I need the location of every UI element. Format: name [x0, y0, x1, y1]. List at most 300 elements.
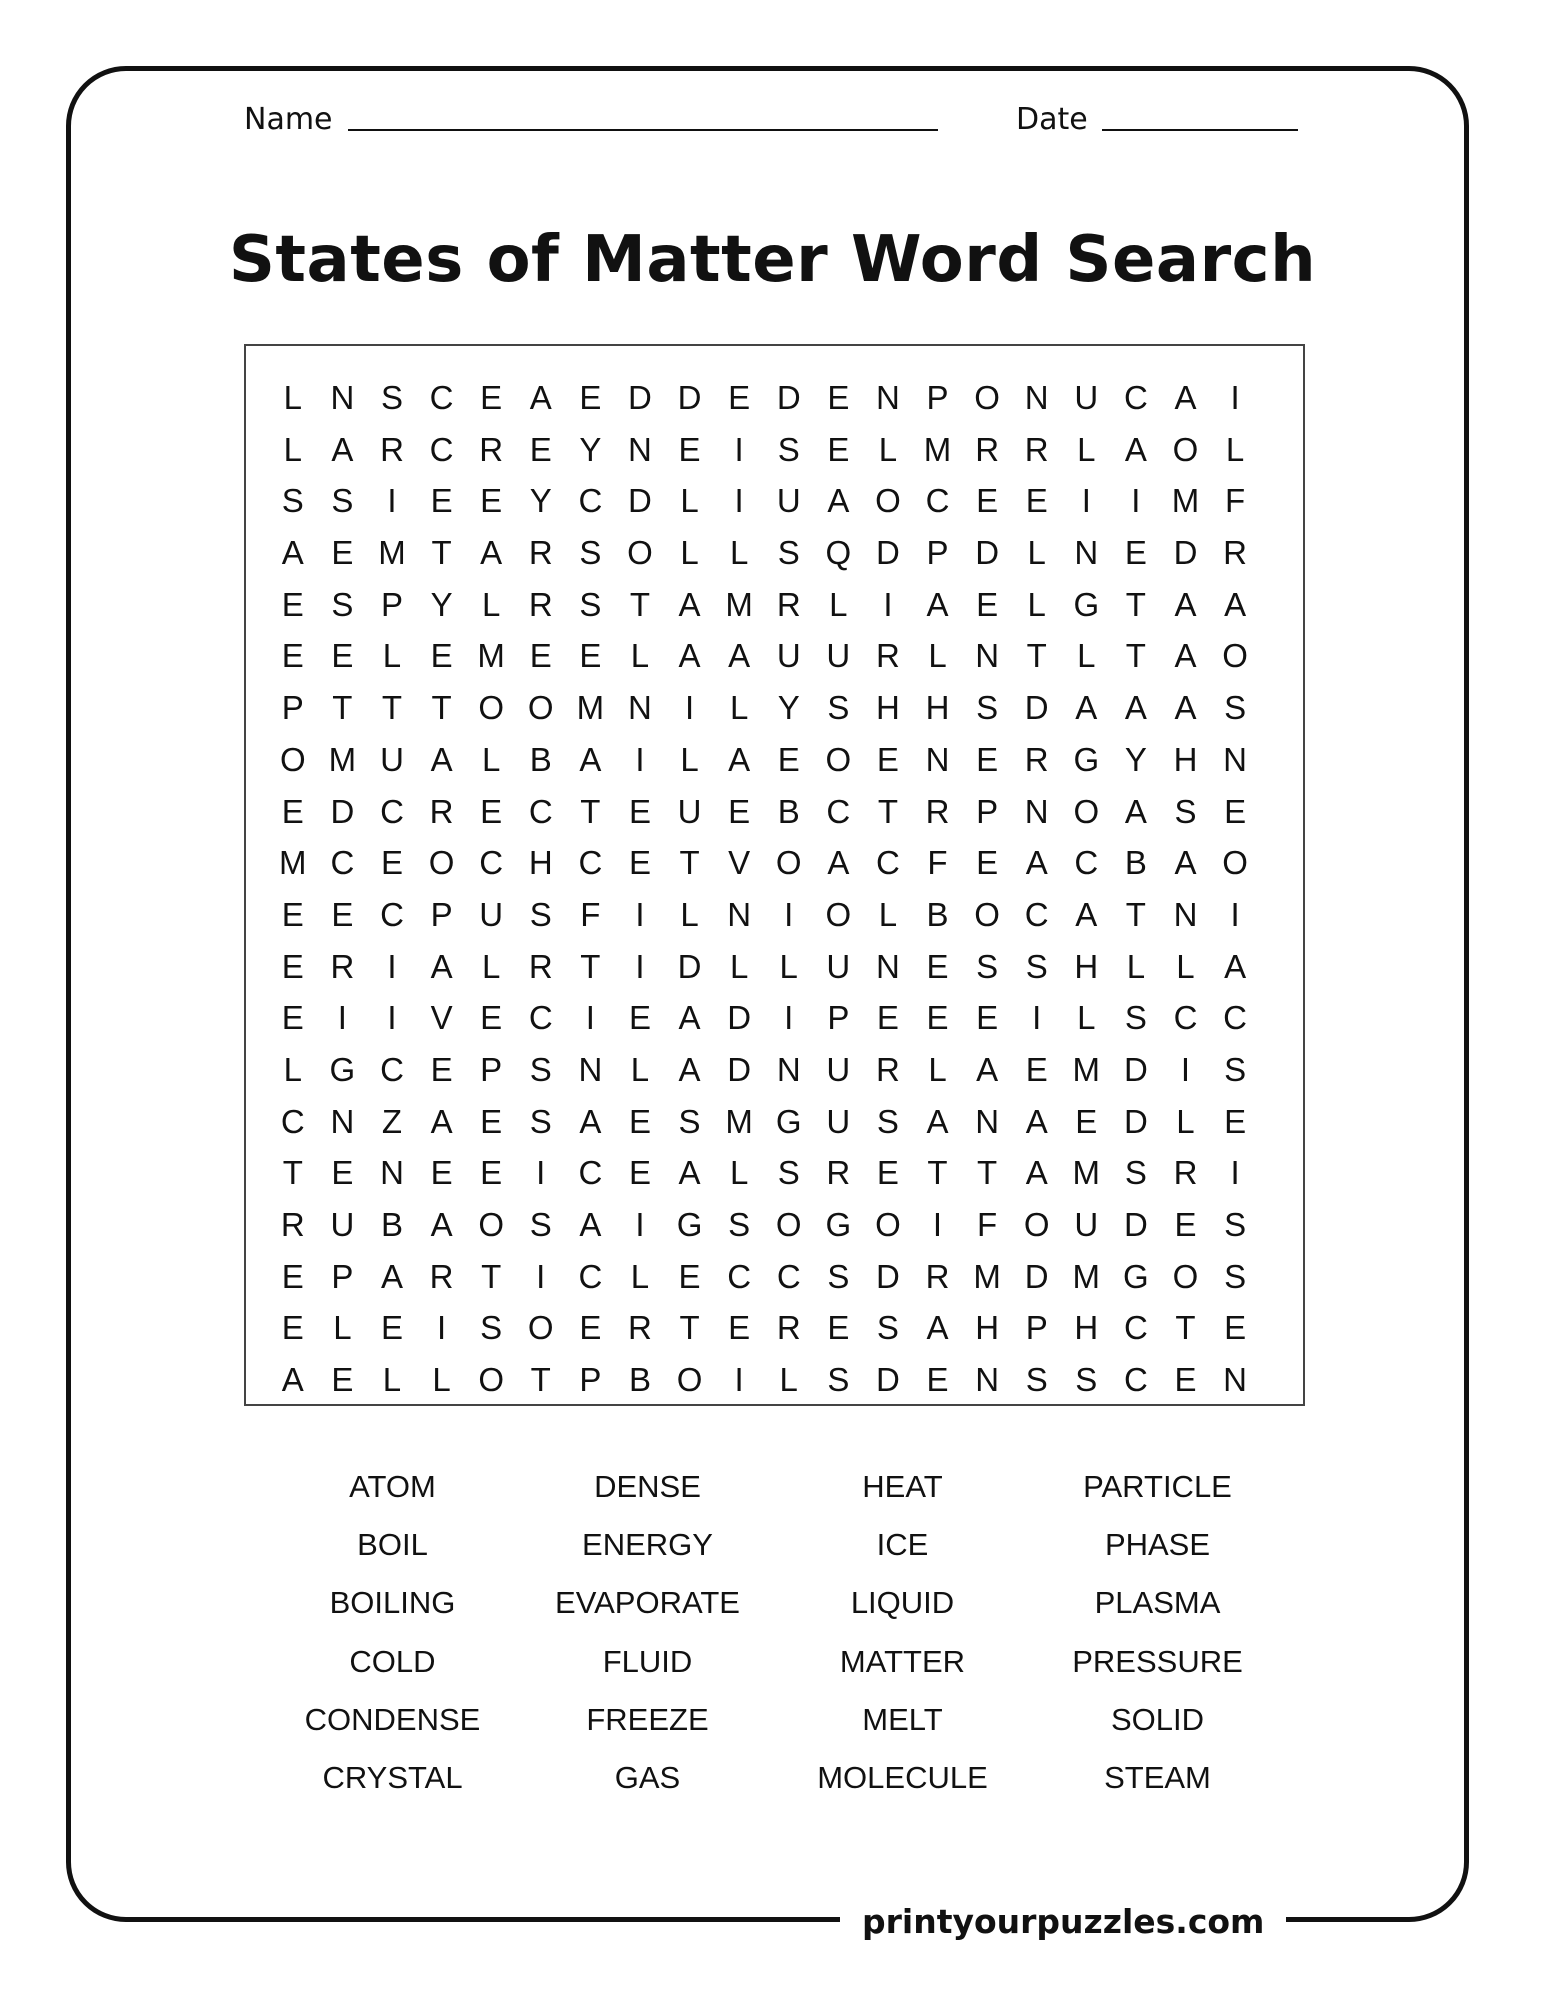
- grid-cell[interactable]: D: [330, 792, 355, 830]
- grid-cell[interactable]: T: [530, 1361, 551, 1399]
- grid-cell[interactable]: A: [728, 740, 751, 778]
- grid-cell[interactable]: S: [1224, 689, 1247, 727]
- grid-cell[interactable]: T: [1125, 895, 1146, 933]
- grid-cell[interactable]: A: [281, 534, 304, 572]
- grid-cell[interactable]: E: [480, 792, 503, 830]
- grid-cell[interactable]: B: [628, 1361, 651, 1399]
- grid-cell[interactable]: P: [281, 689, 304, 727]
- grid-cell[interactable]: S: [529, 1050, 552, 1088]
- grid-cell[interactable]: S: [281, 482, 304, 520]
- grid-cell[interactable]: E: [480, 1102, 503, 1140]
- grid-cell[interactable]: L: [432, 1361, 451, 1399]
- grid-cell[interactable]: E: [827, 1309, 850, 1347]
- grid-cell[interactable]: I: [635, 740, 645, 778]
- grid-cell[interactable]: S: [1025, 947, 1048, 985]
- grid-cell[interactable]: O: [974, 895, 1000, 933]
- grid-cell[interactable]: H: [1074, 1309, 1099, 1347]
- grid-cell[interactable]: D: [1024, 1257, 1049, 1295]
- grid-cell[interactable]: D: [628, 379, 652, 416]
- grid-cell[interactable]: T: [381, 689, 403, 727]
- grid-cell[interactable]: U: [826, 637, 851, 675]
- grid-cell[interactable]: T: [1125, 637, 1146, 675]
- grid-cell[interactable]: O: [1172, 1257, 1199, 1295]
- grid-cell[interactable]: N: [925, 740, 950, 778]
- grid-cell[interactable]: R: [876, 637, 900, 675]
- grid-cell[interactable]: S: [1224, 1050, 1247, 1088]
- grid-cell[interactable]: A: [678, 1050, 701, 1088]
- grid-cell[interactable]: S: [827, 1257, 850, 1295]
- grid-cell[interactable]: L: [829, 585, 848, 623]
- grid-cell[interactable]: C: [330, 844, 355, 882]
- grid-cell[interactable]: C: [1173, 999, 1198, 1037]
- grid-cell[interactable]: E: [1025, 482, 1048, 520]
- grid-cell[interactable]: E: [1025, 1050, 1048, 1088]
- grid-cell[interactable]: A: [678, 1154, 701, 1192]
- grid-cell[interactable]: U: [330, 1206, 355, 1243]
- grid-cell[interactable]: L: [878, 430, 898, 468]
- grid-cell[interactable]: O: [676, 1361, 703, 1399]
- grid-cell[interactable]: E: [480, 1154, 503, 1192]
- grid-cell[interactable]: E: [728, 1309, 751, 1347]
- grid-cell[interactable]: I: [883, 585, 893, 623]
- grid-cell[interactable]: T: [1175, 1309, 1196, 1347]
- grid-cell[interactable]: L: [729, 534, 749, 572]
- grid-cell[interactable]: N: [1024, 792, 1049, 830]
- grid-cell[interactable]: I: [387, 482, 397, 520]
- grid-cell[interactable]: Y: [430, 585, 453, 623]
- grid-cell[interactable]: A: [579, 740, 602, 778]
- grid-cell[interactable]: C: [1123, 1309, 1148, 1347]
- grid-cell[interactable]: Y: [579, 430, 602, 468]
- grid-cell[interactable]: U: [826, 1102, 851, 1140]
- grid-cell[interactable]: M: [1072, 1154, 1101, 1192]
- grid-cell[interactable]: M: [576, 689, 605, 727]
- grid-cell[interactable]: P: [331, 1257, 354, 1295]
- grid-cell[interactable]: A: [281, 1361, 304, 1399]
- grid-cell[interactable]: R: [925, 1257, 950, 1295]
- grid-cell[interactable]: A: [1124, 792, 1147, 830]
- grid-cell[interactable]: E: [976, 482, 999, 520]
- grid-cell[interactable]: E: [1224, 1102, 1247, 1140]
- grid-cell[interactable]: C: [479, 844, 504, 882]
- grid-cell[interactable]: L: [630, 637, 650, 675]
- grid-cell[interactable]: D: [876, 534, 900, 572]
- grid-cell[interactable]: M: [328, 740, 357, 778]
- grid-cell[interactable]: T: [332, 689, 353, 727]
- grid-cell[interactable]: D: [876, 1257, 900, 1295]
- grid-cell[interactable]: O: [428, 844, 455, 882]
- grid-cell[interactable]: C: [578, 844, 603, 882]
- grid-cell[interactable]: E: [430, 1050, 453, 1088]
- grid-cell[interactable]: C: [578, 1154, 603, 1192]
- grid-cell[interactable]: A: [926, 585, 949, 623]
- grid-cell[interactable]: N: [380, 1154, 404, 1192]
- grid-cell[interactable]: L: [283, 379, 302, 416]
- grid-cell[interactable]: H: [528, 844, 553, 882]
- grid-cell[interactable]: D: [628, 482, 652, 520]
- grid-cell[interactable]: I: [536, 1257, 546, 1295]
- grid-cell[interactable]: E: [1124, 534, 1147, 572]
- grid-cell[interactable]: E: [926, 1361, 949, 1399]
- grid-cell[interactable]: M: [1072, 1050, 1101, 1088]
- grid-cell[interactable]: A: [827, 482, 850, 520]
- grid-cell[interactable]: F: [1224, 482, 1246, 520]
- grid-cell[interactable]: O: [775, 1206, 802, 1243]
- grid-cell[interactable]: A: [1075, 895, 1098, 933]
- grid-cell[interactable]: O: [1073, 792, 1100, 830]
- grid-cell[interactable]: A: [1174, 689, 1197, 727]
- grid-cell[interactable]: E: [876, 999, 899, 1037]
- grid-cell[interactable]: L: [680, 740, 699, 778]
- grid-cell[interactable]: E: [430, 1154, 453, 1192]
- grid-cell[interactable]: C: [776, 1257, 801, 1295]
- grid-cell[interactable]: R: [1024, 740, 1049, 778]
- grid-cell[interactable]: D: [677, 379, 702, 416]
- grid-cell[interactable]: O: [527, 1309, 554, 1347]
- grid-cell[interactable]: S: [331, 482, 354, 520]
- grid-cell[interactable]: O: [875, 482, 901, 520]
- grid-cell[interactable]: A: [1224, 947, 1247, 985]
- grid-cell[interactable]: L: [481, 947, 501, 985]
- grid-cell[interactable]: M: [973, 1257, 1001, 1295]
- grid-cell[interactable]: A: [1124, 430, 1147, 468]
- grid-cell[interactable]: S: [876, 1309, 899, 1347]
- grid-cell[interactable]: S: [678, 1102, 701, 1140]
- grid-cell[interactable]: Y: [777, 689, 800, 727]
- grid-cell[interactable]: E: [579, 637, 602, 675]
- grid-cell[interactable]: C: [429, 430, 454, 468]
- grid-cell[interactable]: L: [1176, 1102, 1195, 1140]
- grid-cell[interactable]: E: [926, 947, 949, 985]
- grid-cell[interactable]: I: [932, 1206, 943, 1243]
- grid-cell[interactable]: S: [976, 689, 999, 727]
- grid-cell[interactable]: S: [827, 1361, 850, 1399]
- grid-cell[interactable]: E: [480, 999, 503, 1037]
- grid-cell[interactable]: G: [775, 1102, 802, 1140]
- grid-cell[interactable]: E: [579, 379, 602, 416]
- grid-cell[interactable]: D: [727, 1050, 752, 1088]
- grid-cell[interactable]: A: [1174, 379, 1197, 416]
- grid-cell[interactable]: I: [387, 999, 397, 1037]
- grid-cell[interactable]: S: [1075, 1361, 1098, 1399]
- grid-cell[interactable]: P: [827, 999, 850, 1037]
- grid-cell[interactable]: M: [1171, 482, 1200, 520]
- grid-cell[interactable]: E: [1224, 792, 1247, 830]
- grid-cell[interactable]: O: [1023, 1206, 1050, 1243]
- grid-cell[interactable]: L: [779, 947, 798, 985]
- grid-cell[interactable]: A: [678, 637, 701, 675]
- grid-cell[interactable]: U: [826, 1050, 851, 1088]
- grid-cell[interactable]: E: [331, 637, 354, 675]
- grid-cell[interactable]: L: [729, 1154, 749, 1192]
- grid-cell[interactable]: R: [1024, 430, 1049, 468]
- grid-cell[interactable]: N: [1223, 1361, 1247, 1399]
- grid-cell[interactable]: A: [1025, 1154, 1048, 1192]
- grid-cell[interactable]: C: [380, 895, 404, 933]
- grid-cell[interactable]: I: [536, 1154, 546, 1192]
- grid-cell[interactable]: T: [282, 1154, 303, 1192]
- name-field-line[interactable]: [348, 129, 938, 131]
- grid-cell[interactable]: O: [825, 740, 852, 778]
- grid-cell[interactable]: R: [925, 792, 950, 830]
- grid-cell[interactable]: E: [628, 1154, 651, 1192]
- grid-cell[interactable]: G: [1073, 585, 1100, 623]
- grid-cell[interactable]: E: [827, 430, 850, 468]
- grid-cell[interactable]: Y: [529, 482, 552, 520]
- grid-cell[interactable]: M: [725, 585, 753, 623]
- grid-cell[interactable]: T: [431, 689, 452, 727]
- grid-cell[interactable]: R: [330, 947, 355, 985]
- grid-cell[interactable]: U: [1074, 1206, 1099, 1243]
- grid-cell[interactable]: T: [431, 534, 452, 572]
- grid-cell[interactable]: E: [281, 585, 304, 623]
- grid-cell[interactable]: E: [628, 844, 651, 882]
- grid-cell[interactable]: E: [678, 1257, 701, 1295]
- grid-cell[interactable]: I: [1230, 895, 1240, 933]
- grid-cell[interactable]: L: [878, 895, 898, 933]
- grid-cell[interactable]: S: [380, 379, 403, 416]
- grid-cell[interactable]: C: [380, 792, 404, 830]
- grid-cell[interactable]: L: [680, 482, 699, 520]
- grid-cell[interactable]: R: [479, 430, 504, 468]
- grid-cell[interactable]: O: [775, 844, 802, 882]
- grid-cell[interactable]: E: [1224, 1309, 1247, 1347]
- grid-cell[interactable]: E: [777, 740, 800, 778]
- grid-cell[interactable]: E: [281, 999, 304, 1037]
- grid-cell[interactable]: U: [380, 740, 404, 778]
- grid-cell[interactable]: L: [1077, 430, 1096, 468]
- grid-cell[interactable]: D: [776, 379, 801, 416]
- grid-cell[interactable]: L: [283, 430, 302, 468]
- grid-cell[interactable]: E: [976, 740, 999, 778]
- grid-cell[interactable]: N: [727, 895, 752, 933]
- grid-cell[interactable]: N: [1223, 740, 1247, 778]
- grid-cell[interactable]: T: [481, 1257, 502, 1295]
- grid-cell[interactable]: S: [876, 1102, 899, 1140]
- grid-cell[interactable]: O: [527, 689, 554, 727]
- grid-cell[interactable]: E: [430, 637, 453, 675]
- grid-cell[interactable]: R: [380, 430, 404, 468]
- grid-cell[interactable]: E: [281, 1257, 304, 1295]
- grid-cell[interactable]: O: [974, 379, 1000, 416]
- grid-cell[interactable]: M: [923, 430, 952, 468]
- grid-cell[interactable]: C: [1074, 844, 1099, 882]
- grid-cell[interactable]: S: [529, 895, 552, 933]
- grid-cell[interactable]: S: [777, 1154, 800, 1192]
- grid-cell[interactable]: E: [579, 1309, 602, 1347]
- grid-cell[interactable]: R: [528, 585, 553, 623]
- grid-cell[interactable]: N: [578, 1050, 603, 1088]
- grid-cell[interactable]: R: [975, 430, 1000, 468]
- grid-cell[interactable]: I: [1032, 999, 1042, 1037]
- grid-cell[interactable]: E: [976, 585, 999, 623]
- grid-cell[interactable]: S: [1025, 1361, 1048, 1399]
- grid-cell[interactable]: U: [776, 482, 801, 520]
- grid-cell[interactable]: F: [977, 1206, 998, 1243]
- grid-cell[interactable]: R: [429, 792, 454, 830]
- grid-cell[interactable]: R: [776, 1309, 801, 1347]
- grid-cell[interactable]: I: [784, 895, 794, 933]
- grid-cell[interactable]: A: [728, 637, 751, 675]
- grid-cell[interactable]: U: [1074, 379, 1099, 416]
- grid-cell[interactable]: E: [827, 379, 850, 416]
- grid-cell[interactable]: T: [1125, 585, 1146, 623]
- grid-cell[interactable]: N: [1173, 895, 1198, 933]
- grid-cell[interactable]: L: [928, 1050, 947, 1088]
- grid-cell[interactable]: N: [776, 1050, 801, 1088]
- grid-cell[interactable]: C: [280, 1102, 305, 1140]
- grid-cell[interactable]: R: [876, 1050, 900, 1088]
- grid-cell[interactable]: A: [579, 1102, 602, 1140]
- grid-cell[interactable]: E: [331, 1154, 354, 1192]
- grid-cell[interactable]: C: [578, 1257, 603, 1295]
- grid-cell[interactable]: N: [330, 379, 355, 416]
- grid-cell[interactable]: I: [1230, 1154, 1240, 1192]
- grid-cell[interactable]: L: [1176, 947, 1195, 985]
- grid-cell[interactable]: E: [281, 895, 304, 933]
- grid-cell[interactable]: E: [976, 844, 999, 882]
- grid-cell[interactable]: S: [1224, 1206, 1247, 1243]
- grid-cell[interactable]: E: [480, 482, 503, 520]
- grid-cell[interactable]: A: [430, 1206, 453, 1243]
- grid-cell[interactable]: S: [976, 947, 999, 985]
- grid-cell[interactable]: H: [876, 689, 900, 727]
- grid-cell[interactable]: L: [1027, 534, 1046, 572]
- grid-cell[interactable]: C: [380, 1050, 404, 1088]
- grid-cell[interactable]: E: [380, 844, 403, 882]
- grid-cell[interactable]: E: [976, 999, 999, 1037]
- grid-cell[interactable]: L: [283, 1050, 302, 1088]
- grid-cell[interactable]: L: [481, 585, 501, 623]
- grid-cell[interactable]: L: [1077, 637, 1096, 675]
- grid-cell[interactable]: T: [977, 1154, 998, 1192]
- grid-cell[interactable]: S: [827, 689, 850, 727]
- grid-cell[interactable]: I: [734, 1361, 744, 1399]
- grid-cell[interactable]: R: [826, 1154, 851, 1192]
- grid-cell[interactable]: L: [382, 1361, 402, 1399]
- grid-cell[interactable]: T: [1026, 637, 1047, 675]
- grid-cell[interactable]: D: [975, 534, 1000, 572]
- grid-cell[interactable]: O: [478, 689, 504, 727]
- grid-cell[interactable]: C: [1223, 999, 1247, 1037]
- grid-cell[interactable]: D: [1173, 534, 1198, 572]
- grid-cell[interactable]: E: [331, 1361, 354, 1399]
- grid-cell[interactable]: E: [281, 947, 304, 985]
- grid-cell[interactable]: C: [1024, 895, 1049, 933]
- grid-cell[interactable]: D: [677, 947, 702, 985]
- grid-cell[interactable]: C: [578, 482, 603, 520]
- grid-cell[interactable]: A: [976, 1050, 999, 1088]
- grid-cell[interactable]: S: [579, 534, 602, 572]
- grid-cell[interactable]: M: [477, 637, 505, 675]
- grid-cell[interactable]: O: [1172, 430, 1199, 468]
- grid-cell[interactable]: I: [337, 999, 347, 1037]
- grid-cell[interactable]: O: [825, 895, 852, 933]
- grid-cell[interactable]: E: [628, 792, 651, 830]
- grid-cell[interactable]: A: [1224, 585, 1247, 623]
- grid-cell[interactable]: P: [480, 1050, 503, 1088]
- grid-cell[interactable]: S: [480, 1309, 503, 1347]
- grid-cell[interactable]: I: [635, 895, 645, 933]
- grid-cell[interactable]: A: [926, 1102, 949, 1140]
- grid-cell[interactable]: P: [380, 585, 403, 623]
- grid-cell[interactable]: N: [628, 430, 652, 468]
- grid-cell[interactable]: V: [728, 844, 751, 882]
- grid-cell[interactable]: L: [779, 1361, 798, 1399]
- grid-cell[interactable]: I: [1180, 1050, 1191, 1088]
- grid-cell[interactable]: A: [926, 1309, 949, 1347]
- grid-cell[interactable]: E: [728, 379, 751, 416]
- grid-cell[interactable]: C: [429, 379, 454, 416]
- grid-cell[interactable]: Y: [1124, 740, 1147, 778]
- grid-cell[interactable]: M: [725, 1102, 753, 1140]
- grid-cell[interactable]: S: [1174, 792, 1197, 830]
- grid-cell[interactable]: P: [976, 792, 999, 830]
- grid-cell[interactable]: D: [876, 1361, 900, 1399]
- grid-cell[interactable]: C: [528, 999, 553, 1037]
- grid-cell[interactable]: T: [580, 792, 601, 830]
- grid-cell[interactable]: U: [826, 947, 851, 985]
- grid-cell[interactable]: I: [585, 999, 595, 1037]
- grid-cell[interactable]: M: [378, 534, 406, 572]
- grid-cell[interactable]: S: [529, 1206, 552, 1243]
- grid-cell[interactable]: B: [926, 895, 949, 933]
- grid-cell[interactable]: V: [430, 999, 453, 1037]
- grid-cell[interactable]: A: [480, 534, 503, 572]
- grid-cell[interactable]: E: [728, 792, 751, 830]
- grid-cell[interactable]: C: [876, 844, 900, 882]
- grid-cell[interactable]: B: [1124, 844, 1147, 882]
- grid-cell[interactable]: H: [1074, 947, 1099, 985]
- grid-cell[interactable]: C: [1123, 1361, 1148, 1399]
- grid-cell[interactable]: S: [777, 430, 800, 468]
- grid-cell[interactable]: I: [734, 430, 744, 468]
- grid-cell[interactable]: D: [1123, 1206, 1148, 1243]
- grid-cell[interactable]: T: [679, 844, 700, 882]
- grid-cell[interactable]: A: [430, 1102, 453, 1140]
- grid-cell[interactable]: I: [635, 947, 645, 985]
- grid-cell[interactable]: N: [876, 379, 900, 416]
- grid-cell[interactable]: T: [877, 792, 898, 830]
- grid-cell[interactable]: L: [630, 1257, 650, 1295]
- grid-cell[interactable]: T: [629, 585, 651, 623]
- grid-cell[interactable]: E: [678, 430, 701, 468]
- grid-cell[interactable]: A: [380, 1257, 403, 1295]
- grid-cell[interactable]: D: [1123, 1050, 1148, 1088]
- grid-cell[interactable]: O: [279, 740, 306, 778]
- grid-cell[interactable]: L: [630, 1050, 650, 1088]
- grid-cell[interactable]: O: [1222, 844, 1248, 882]
- grid-cell[interactable]: R: [528, 534, 553, 572]
- grid-cell[interactable]: N: [628, 689, 652, 727]
- grid-cell[interactable]: L: [729, 689, 749, 727]
- grid-cell[interactable]: R: [628, 1309, 652, 1347]
- grid-cell[interactable]: A: [430, 740, 453, 778]
- grid-cell[interactable]: U: [677, 792, 702, 830]
- grid-cell[interactable]: I: [734, 482, 744, 520]
- grid-cell[interactable]: A: [1025, 1102, 1048, 1140]
- grid-cell[interactable]: L: [481, 740, 501, 778]
- grid-cell[interactable]: S: [579, 585, 602, 623]
- grid-cell[interactable]: A: [1124, 689, 1147, 727]
- grid-cell[interactable]: G: [329, 1050, 356, 1088]
- grid-cell[interactable]: D: [1024, 689, 1049, 727]
- grid-cell[interactable]: R: [1173, 1154, 1198, 1192]
- grid-cell[interactable]: O: [478, 1206, 504, 1243]
- grid-cell[interactable]: F: [927, 844, 948, 882]
- grid-cell[interactable]: P: [1025, 1309, 1048, 1347]
- grid-cell[interactable]: A: [331, 430, 354, 468]
